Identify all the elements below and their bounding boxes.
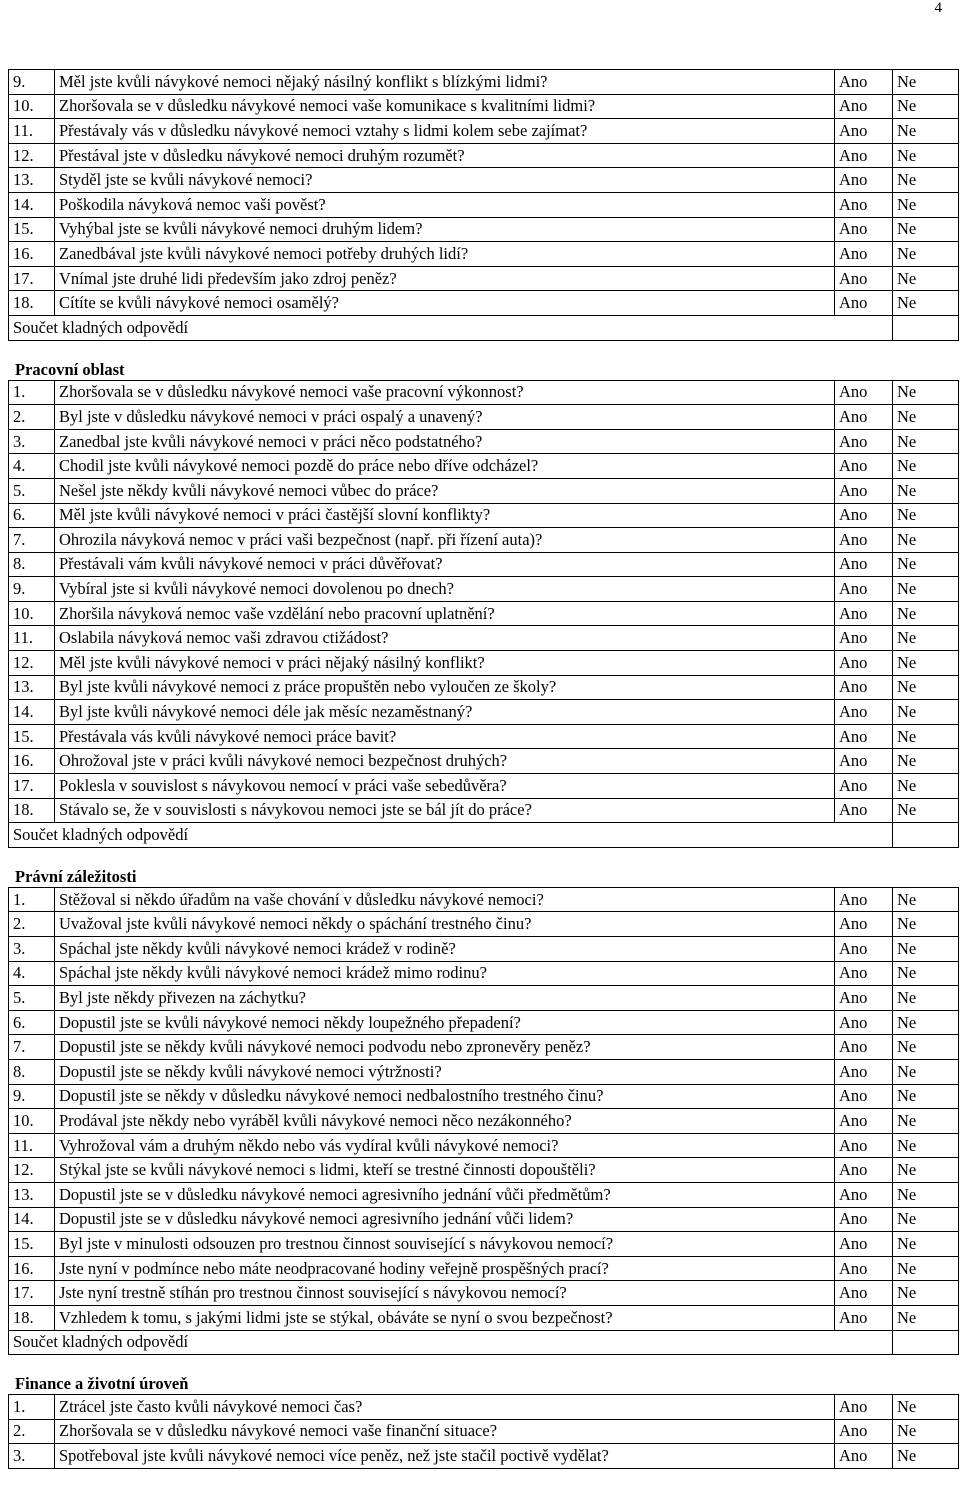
answer-yes[interactable]: Ano xyxy=(835,651,893,676)
question-text: Vyhýbal jste se kvůli návykové nemoci druhým lidem? xyxy=(55,217,835,242)
question-number: 18. xyxy=(9,1305,55,1330)
answer-yes[interactable]: Ano xyxy=(835,1035,893,1060)
question-row xyxy=(9,1035,959,1060)
question-text: Dopustil jste se někdy kvůli návykové nemoci podvodu nebo zpronevěry peněz? xyxy=(55,1035,835,1060)
answer-yes[interactable]: Ano xyxy=(835,143,893,168)
answer-no[interactable]: Ne xyxy=(893,1444,959,1469)
question-text: Vyhrožoval vám a druhým někdo nebo vás vydíral kvůli návykové nemoci? xyxy=(55,1133,835,1158)
question-number: 14. xyxy=(9,1207,55,1232)
answer-yes[interactable]: Ano xyxy=(835,1182,893,1207)
answer-no[interactable]: Ne xyxy=(893,798,959,823)
answer-yes[interactable]: Ano xyxy=(835,675,893,700)
answer-no[interactable]: Ne xyxy=(893,986,959,1011)
answer-no[interactable]: Ne xyxy=(893,552,959,577)
question-number: 8. xyxy=(9,1059,55,1084)
question-row xyxy=(9,1109,959,1134)
question-text: Stěžoval si někdo úřadům na vaše chování v důsledku návykové nemoci? xyxy=(55,887,835,912)
question-row xyxy=(9,986,959,1011)
answer-yes[interactable]: Ano xyxy=(835,1010,893,1035)
sum-value-field[interactable] xyxy=(893,315,959,340)
question-number: 13. xyxy=(9,168,55,193)
answer-yes[interactable]: Ano xyxy=(835,1444,893,1469)
question-text: Zhoršovala se v důsledku návykové nemoci vaše pracovní výkonnost? xyxy=(55,380,835,405)
question-number: 12. xyxy=(9,143,55,168)
question-number: 8. xyxy=(9,552,55,577)
question-text: Uvažoval jste kvůli návykové nemoci někdy o spáchání trestného činu? xyxy=(55,912,835,937)
question-text: Jste nyní v podmínce nebo máte neodpracované hodiny veřejně prospěšných prací? xyxy=(55,1256,835,1281)
answer-yes[interactable]: Ano xyxy=(835,577,893,602)
question-text: Zanedbával jste kvůli návykové nemoci potřeby druhých lidí? xyxy=(55,242,835,267)
answer-no[interactable]: Ne xyxy=(893,774,959,799)
answer-no[interactable]: Ne xyxy=(893,1035,959,1060)
question-row xyxy=(9,1305,959,1330)
answer-yes[interactable]: Ano xyxy=(835,626,893,651)
question-text: Dopustil jste se kvůli návykové nemoci někdy loupežného přepadení? xyxy=(55,1010,835,1035)
answer-yes[interactable]: Ano xyxy=(835,774,893,799)
answer-yes[interactable]: Ano xyxy=(835,937,893,962)
answer-yes[interactable]: Ano xyxy=(835,168,893,193)
question-row xyxy=(9,626,959,651)
answer-no[interactable]: Ne xyxy=(893,528,959,553)
answer-no[interactable]: Ne xyxy=(893,1059,959,1084)
question-text: Chodil jste kvůli návykové nemoci pozdě do práce nebo dříve odcházel? xyxy=(55,454,835,479)
question-number: 10. xyxy=(9,1109,55,1134)
question-text: Přestávaly vás v důsledku návykové nemoci vztahy s lidmi kolem sebe zajímat? xyxy=(55,119,835,144)
answer-no[interactable]: Ne xyxy=(893,429,959,454)
answer-yes[interactable]: Ano xyxy=(835,1256,893,1281)
answer-yes[interactable]: Ano xyxy=(835,266,893,291)
question-number: 3. xyxy=(9,937,55,962)
question-number: 16. xyxy=(9,749,55,774)
answer-no[interactable]: Ne xyxy=(893,503,959,528)
question-text: Dopustil jste se v důsledku návykové nemoci agresivního jednání vůči předmětům? xyxy=(55,1182,835,1207)
question-text: Dopustil jste se někdy kvůli návykové nemoci výtržnosti? xyxy=(55,1059,835,1084)
answer-no[interactable]: Ne xyxy=(893,724,959,749)
question-row xyxy=(9,192,959,217)
sum-label: Součet kladných odpovědí xyxy=(9,823,893,848)
question-number: 5. xyxy=(9,986,55,1011)
questionnaire xyxy=(8,69,958,1469)
page-number: 4 xyxy=(934,0,942,16)
question-row xyxy=(9,94,959,119)
answer-yes[interactable]: Ano xyxy=(835,1207,893,1232)
answer-yes[interactable]: Ano xyxy=(835,503,893,528)
answer-yes[interactable]: Ano xyxy=(835,1281,893,1306)
question-number: 2. xyxy=(9,1419,55,1444)
question-number: 16. xyxy=(9,1256,55,1281)
question-text: Poškodila návyková nemoc vaši pověst? xyxy=(55,192,835,217)
answer-yes[interactable]: Ano xyxy=(835,70,893,95)
question-text: Ohrozila návyková nemoc v práci vaši bezpečnost (např. při řízení auta)? xyxy=(55,528,835,553)
question-number: 17. xyxy=(9,774,55,799)
answer-yes[interactable]: Ano xyxy=(835,119,893,144)
question-text: Oslabila návyková nemoc vaši zdravou ctižádost? xyxy=(55,626,835,651)
question-text: Byl jste kvůli návykové nemoci z práce propuštěn nebo vyloučen ze školy? xyxy=(55,675,835,700)
answer-no[interactable]: Ne xyxy=(893,1010,959,1035)
question-row xyxy=(9,143,959,168)
question-row xyxy=(9,961,959,986)
section-title: Pracovní oblast xyxy=(15,359,125,379)
answer-no[interactable]: Ne xyxy=(893,1232,959,1257)
answer-yes[interactable]: Ano xyxy=(835,217,893,242)
answer-no[interactable]: Ne xyxy=(893,912,959,937)
answer-no[interactable]: Ne xyxy=(893,1109,959,1134)
question-text: Zhoršila návyková nemoc vaše vzdělání nebo pracovní uplatnění? xyxy=(55,601,835,626)
sum-label: Součet kladných odpovědí xyxy=(9,315,893,340)
question-row xyxy=(9,503,959,528)
answer-yes[interactable]: Ano xyxy=(835,380,893,405)
question-text: Cítíte se kvůli návykové nemoci osamělý? xyxy=(55,291,835,316)
answer-no[interactable]: Ne xyxy=(893,1256,959,1281)
answer-yes[interactable]: Ano xyxy=(835,887,893,912)
answer-yes[interactable]: Ano xyxy=(835,192,893,217)
answer-yes[interactable]: Ano xyxy=(835,94,893,119)
question-row xyxy=(9,937,959,962)
answer-yes[interactable]: Ano xyxy=(835,986,893,1011)
question-row xyxy=(9,724,959,749)
question-text: Prodával jste někdy nebo vyráběl kvůli návykové nemoci něco nezákonného? xyxy=(55,1109,835,1134)
answer-no[interactable]: Ne xyxy=(893,1207,959,1232)
answer-no[interactable]: Ne xyxy=(893,1419,959,1444)
answer-no[interactable]: Ne xyxy=(893,1395,959,1420)
question-text: Vybíral jste si kvůli návykové nemoci dovolenou po dnech? xyxy=(55,577,835,602)
question-row xyxy=(9,291,959,316)
question-number: 14. xyxy=(9,700,55,725)
answer-no[interactable]: Ne xyxy=(893,1158,959,1183)
question-row xyxy=(9,168,959,193)
question-row xyxy=(9,1133,959,1158)
question-row xyxy=(9,887,959,912)
question-row xyxy=(9,1395,959,1420)
question-row xyxy=(9,1182,959,1207)
answer-yes[interactable]: Ano xyxy=(835,454,893,479)
question-number: 13. xyxy=(9,675,55,700)
question-text: Styděl jste se kvůli návykové nemoci? xyxy=(55,168,835,193)
question-number: 10. xyxy=(9,601,55,626)
answer-yes[interactable]: Ano xyxy=(835,798,893,823)
question-text: Přestával jste v důsledku návykové nemoci druhým rozumět? xyxy=(55,143,835,168)
answer-no[interactable]: Ne xyxy=(893,961,959,986)
answer-no[interactable]: Ne xyxy=(893,454,959,479)
question-text: Ohrožoval jste v práci kvůli návykové nemoci bezpečnost druhých? xyxy=(55,749,835,774)
answer-yes[interactable]: Ano xyxy=(835,1059,893,1084)
question-text: Spotřeboval jste kvůli návykové nemoci více peněz, než jste stačil poctivě vydělat? xyxy=(55,1444,835,1469)
question-row xyxy=(9,1281,959,1306)
question-row xyxy=(9,774,959,799)
question-text: Vnímal jste druhé lidi především jako zdroj peněz? xyxy=(55,266,835,291)
question-row xyxy=(9,380,959,405)
question-number: 12. xyxy=(9,1158,55,1183)
question-row xyxy=(9,1059,959,1084)
answer-no[interactable]: Ne xyxy=(893,675,959,700)
question-row xyxy=(9,912,959,937)
question-number: 10. xyxy=(9,94,55,119)
answer-yes[interactable]: Ano xyxy=(835,1109,893,1134)
answer-yes[interactable]: Ano xyxy=(835,552,893,577)
answer-no[interactable]: Ne xyxy=(893,70,959,95)
question-number: 2. xyxy=(9,912,55,937)
answer-yes[interactable]: Ano xyxy=(835,601,893,626)
question-text: Jste nyní trestně stíhán pro trestnou činnost související s návykovou nemocí? xyxy=(55,1281,835,1306)
question-number: 6. xyxy=(9,503,55,528)
question-text: Přestávala vás kvůli návykové nemoci práce bavit? xyxy=(55,724,835,749)
question-row xyxy=(9,1010,959,1035)
answer-no[interactable]: Ne xyxy=(893,651,959,676)
answer-yes[interactable]: Ano xyxy=(835,1419,893,1444)
question-number: 12. xyxy=(9,651,55,676)
question-row xyxy=(9,266,959,291)
answer-yes[interactable]: Ano xyxy=(835,291,893,316)
answer-yes[interactable]: Ano xyxy=(835,724,893,749)
question-row xyxy=(9,798,959,823)
answer-no[interactable]: Ne xyxy=(893,405,959,430)
question-row xyxy=(9,454,959,479)
answer-no[interactable]: Ne xyxy=(893,700,959,725)
section-title: Finance a životní úroveň xyxy=(15,1374,189,1394)
question-table xyxy=(8,69,959,341)
question-number: 1. xyxy=(9,887,55,912)
answer-yes[interactable]: Ano xyxy=(835,1395,893,1420)
question-row xyxy=(9,119,959,144)
question-row xyxy=(9,429,959,454)
question-row xyxy=(9,1419,959,1444)
answer-no[interactable]: Ne xyxy=(893,937,959,962)
answer-no[interactable]: Ne xyxy=(893,478,959,503)
answer-no[interactable]: Ne xyxy=(893,626,959,651)
question-row xyxy=(9,552,959,577)
answer-no[interactable]: Ne xyxy=(893,266,959,291)
answer-no[interactable]: Ne xyxy=(893,217,959,242)
question-row xyxy=(9,1232,959,1257)
sum-row xyxy=(9,315,959,340)
answer-no[interactable]: Ne xyxy=(893,143,959,168)
question-row xyxy=(9,601,959,626)
answer-no[interactable]: Ne xyxy=(893,291,959,316)
question-number: 9. xyxy=(9,577,55,602)
question-number: 17. xyxy=(9,1281,55,1306)
question-row xyxy=(9,242,959,267)
question-number: 1. xyxy=(9,1395,55,1420)
answer-yes[interactable]: Ano xyxy=(835,242,893,267)
question-text: Stýkal jste se kvůli návykové nemoci s lidmi, kteří se trestné činnosti dopouštěli? xyxy=(55,1158,835,1183)
question-number: 18. xyxy=(9,291,55,316)
answer-no[interactable]: Ne xyxy=(893,192,959,217)
question-number: 9. xyxy=(9,1084,55,1109)
question-number: 3. xyxy=(9,429,55,454)
question-text: Stávalo se, že v souvislosti s návykovou nemoci jste se bál jít do práce? xyxy=(55,798,835,823)
question-text: Měl jste kvůli návykové nemoci nějaký násilný konflikt s blízkými lidmi? xyxy=(55,70,835,95)
question-number: 15. xyxy=(9,724,55,749)
question-text: Spáchal jste někdy kvůli návykové nemoci krádež mimo rodinu? xyxy=(55,961,835,986)
question-text: Byl jste v důsledku návykové nemoci v práci ospalý a unavený? xyxy=(55,405,835,430)
answer-no[interactable]: Ne xyxy=(893,1182,959,1207)
answer-yes[interactable]: Ano xyxy=(835,961,893,986)
answer-no[interactable]: Ne xyxy=(893,119,959,144)
question-text: Byl jste v minulosti odsouzen pro trestnou činnost související s návykovou nemocí? xyxy=(55,1232,835,1257)
question-row xyxy=(9,1084,959,1109)
question-text: Dopustil jste se v důsledku návykové nemoci agresivního jednání vůči lidem? xyxy=(55,1207,835,1232)
answer-yes[interactable]: Ano xyxy=(835,1232,893,1257)
question-text: Zhoršovala se v důsledku návykové nemoci vaše komunikace s kvalitními lidmi? xyxy=(55,94,835,119)
answer-no[interactable]: Ne xyxy=(893,1305,959,1330)
answer-no[interactable]: Ne xyxy=(893,242,959,267)
question-number: 7. xyxy=(9,1035,55,1060)
question-text: Vzhledem k tomu, s jakými lidmi jste se stýkal, obáváte se nyní o svou bezpečnost? xyxy=(55,1305,835,1330)
question-number: 4. xyxy=(9,454,55,479)
question-table xyxy=(8,380,959,848)
answer-no[interactable]: Ne xyxy=(893,1281,959,1306)
answer-no[interactable]: Ne xyxy=(893,380,959,405)
sum-label: Součet kladných odpovědí xyxy=(9,1330,893,1355)
answer-no[interactable]: Ne xyxy=(893,749,959,774)
question-text: Měl jste kvůli návykové nemoci v práci nějaký násilný konflikt? xyxy=(55,651,835,676)
question-number: 17. xyxy=(9,266,55,291)
sum-value-field[interactable] xyxy=(893,823,959,848)
answer-yes[interactable]: Ano xyxy=(835,1158,893,1183)
question-number: 2. xyxy=(9,405,55,430)
question-text: Dopustil jste se někdy v důsledku návykové nemoci nedbalostního trestného činu? xyxy=(55,1084,835,1109)
answer-no[interactable]: Ne xyxy=(893,887,959,912)
answer-yes[interactable]: Ano xyxy=(835,478,893,503)
question-number: 4. xyxy=(9,961,55,986)
question-text: Zanedbal jste kvůli návykové nemoci v práci něco podstatného? xyxy=(55,429,835,454)
question-text: Spáchal jste někdy kvůli návykové nemoci krádež v rodině? xyxy=(55,937,835,962)
question-table xyxy=(8,1394,959,1469)
question-number: 1. xyxy=(9,380,55,405)
question-row xyxy=(9,675,959,700)
question-number: 11. xyxy=(9,119,55,144)
question-text: Přestávali vám kvůli návykové nemoci v práci důvěřovat? xyxy=(55,552,835,577)
question-row xyxy=(9,1207,959,1232)
section-title: Právní záležitosti xyxy=(15,866,137,886)
question-text: Byl jste kvůli návykové nemoci déle jak měsíc nezaměstnaný? xyxy=(55,700,835,725)
question-number: 16. xyxy=(9,242,55,267)
question-number: 14. xyxy=(9,192,55,217)
question-number: 18. xyxy=(9,798,55,823)
question-row xyxy=(9,1158,959,1183)
question-text: Měl jste kvůli návykové nemoci v práci častější slovní konflikty? xyxy=(55,503,835,528)
answer-yes[interactable]: Ano xyxy=(835,528,893,553)
question-number: 3. xyxy=(9,1444,55,1469)
answer-yes[interactable]: Ano xyxy=(835,1084,893,1109)
question-text: Nešel jste někdy kvůli návykové nemoci vůbec do práce? xyxy=(55,478,835,503)
answer-yes[interactable]: Ano xyxy=(835,405,893,430)
question-text: Zhoršovala se v důsledku návykové nemoci vaše finanční situace? xyxy=(55,1419,835,1444)
question-row xyxy=(9,405,959,430)
answer-yes[interactable]: Ano xyxy=(835,749,893,774)
question-row xyxy=(9,749,959,774)
answer-no[interactable]: Ne xyxy=(893,1084,959,1109)
answer-yes[interactable]: Ano xyxy=(835,1305,893,1330)
question-number: 11. xyxy=(9,1133,55,1158)
answer-no[interactable]: Ne xyxy=(893,577,959,602)
sum-row xyxy=(9,1330,959,1355)
question-number: 11. xyxy=(9,626,55,651)
answer-yes[interactable]: Ano xyxy=(835,1133,893,1158)
question-row xyxy=(9,1256,959,1281)
question-number: 7. xyxy=(9,528,55,553)
answer-no[interactable]: Ne xyxy=(893,168,959,193)
question-row xyxy=(9,577,959,602)
question-row xyxy=(9,217,959,242)
answer-yes[interactable]: Ano xyxy=(835,700,893,725)
question-number: 15. xyxy=(9,1232,55,1257)
question-row xyxy=(9,70,959,95)
question-row xyxy=(9,478,959,503)
answer-yes[interactable]: Ano xyxy=(835,429,893,454)
answer-no[interactable]: Ne xyxy=(893,1133,959,1158)
answer-no[interactable]: Ne xyxy=(893,601,959,626)
question-text: Byl jste někdy přivezen na záchytku? xyxy=(55,986,835,1011)
question-row xyxy=(9,1444,959,1469)
question-row xyxy=(9,700,959,725)
question-number: 13. xyxy=(9,1182,55,1207)
answer-yes[interactable]: Ano xyxy=(835,912,893,937)
question-number: 5. xyxy=(9,478,55,503)
question-number: 6. xyxy=(9,1010,55,1035)
question-text: Ztrácel jste často kvůli návykové nemoci čas? xyxy=(55,1395,835,1420)
question-number: 9. xyxy=(9,70,55,95)
sum-value-field[interactable] xyxy=(893,1330,959,1355)
question-row xyxy=(9,528,959,553)
answer-no[interactable]: Ne xyxy=(893,94,959,119)
question-text: Poklesla v souvislost s návykovou nemocí v práci vaše sebedůvěra? xyxy=(55,774,835,799)
sum-row xyxy=(9,823,959,848)
question-row xyxy=(9,651,959,676)
question-number: 15. xyxy=(9,217,55,242)
question-table xyxy=(8,887,959,1355)
